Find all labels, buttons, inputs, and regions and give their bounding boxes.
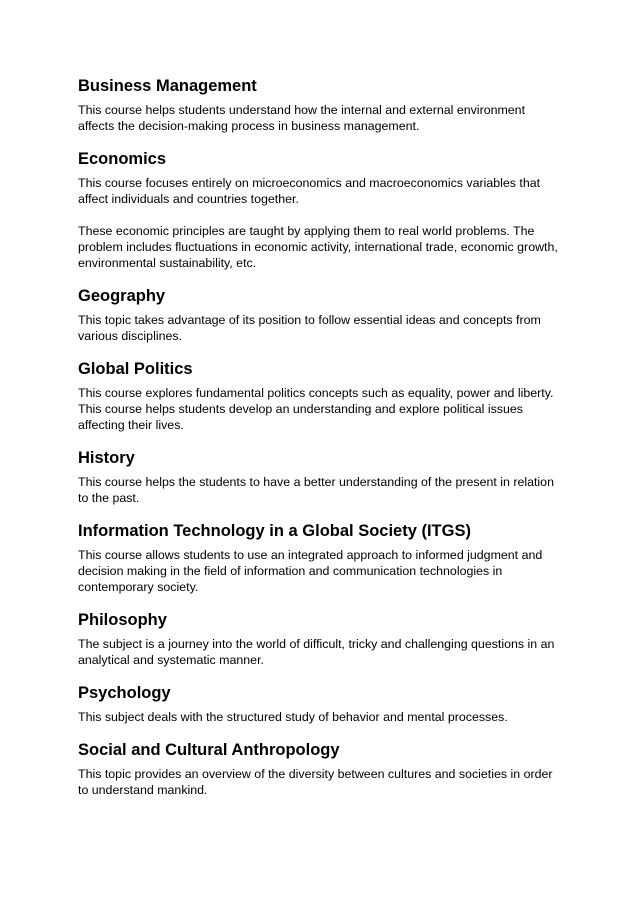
section-philosophy bbox=[78, 610, 564, 668]
section-business-management bbox=[78, 76, 564, 134]
section-paragraph: This course explores fundamental politics concepts such as equality, power and liberty. This course helps students develop an understanding and explore political issues affecting their lives. bbox=[78, 386, 554, 432]
section-paragraph: This course helps the students to have a better understanding of the present in relation to the past. bbox=[78, 475, 554, 505]
section-paragraph: This subject deals with the structured study of behavior and mental processes. bbox=[78, 710, 508, 724]
section-paragraph: This topic takes advantage of its position to follow essential ideas and concepts from various disciplines. bbox=[78, 313, 541, 343]
section-paragraph: This course helps students understand how the internal and external environment affects the decision-making process in business management. bbox=[78, 103, 526, 133]
section-global-politics bbox=[78, 359, 564, 433]
section-heading: Philosophy bbox=[78, 611, 167, 629]
section-psychology bbox=[78, 683, 564, 725]
section-heading: Psychology bbox=[78, 684, 171, 702]
section-heading: Information Technology in a Global Society (ITGS) bbox=[78, 522, 471, 540]
section-heading: Economics bbox=[78, 150, 167, 168]
section-heading: History bbox=[78, 449, 135, 467]
section-paragraph: This course focuses entirely on microeconomics and macroeconomics variables that affect individuals and countries together. bbox=[78, 176, 541, 206]
section-history bbox=[78, 448, 564, 506]
section-paragraph: These economic principles are taught by applying them to real world problems. The problem includes fluctuations in economic activity, international trade, economic growth, environmental sustainability, etc. bbox=[78, 224, 558, 270]
section-heading: Global Politics bbox=[78, 360, 193, 378]
section-paragraph: The subject is a journey into the world of difficult, tricky and challenging questions in an analytical and systematic manner. bbox=[78, 637, 555, 667]
section-paragraph: This topic provides an overview of the diversity between cultures and societies in order to understand mankind. bbox=[78, 767, 553, 797]
document-page bbox=[78, 76, 564, 798]
section-social-cultural-anthropology bbox=[78, 740, 564, 798]
section-economics bbox=[78, 149, 564, 271]
section-heading: Geography bbox=[78, 287, 166, 305]
section-heading: Business Management bbox=[78, 77, 257, 95]
section-geography bbox=[78, 286, 564, 344]
section-paragraph: This course allows students to use an integrated approach to informed judgment and decision making in the field of information and communication technologies in contemporary society. bbox=[78, 548, 543, 594]
section-heading: Social and Cultural Anthropology bbox=[78, 741, 340, 759]
section-itgs bbox=[78, 521, 564, 595]
